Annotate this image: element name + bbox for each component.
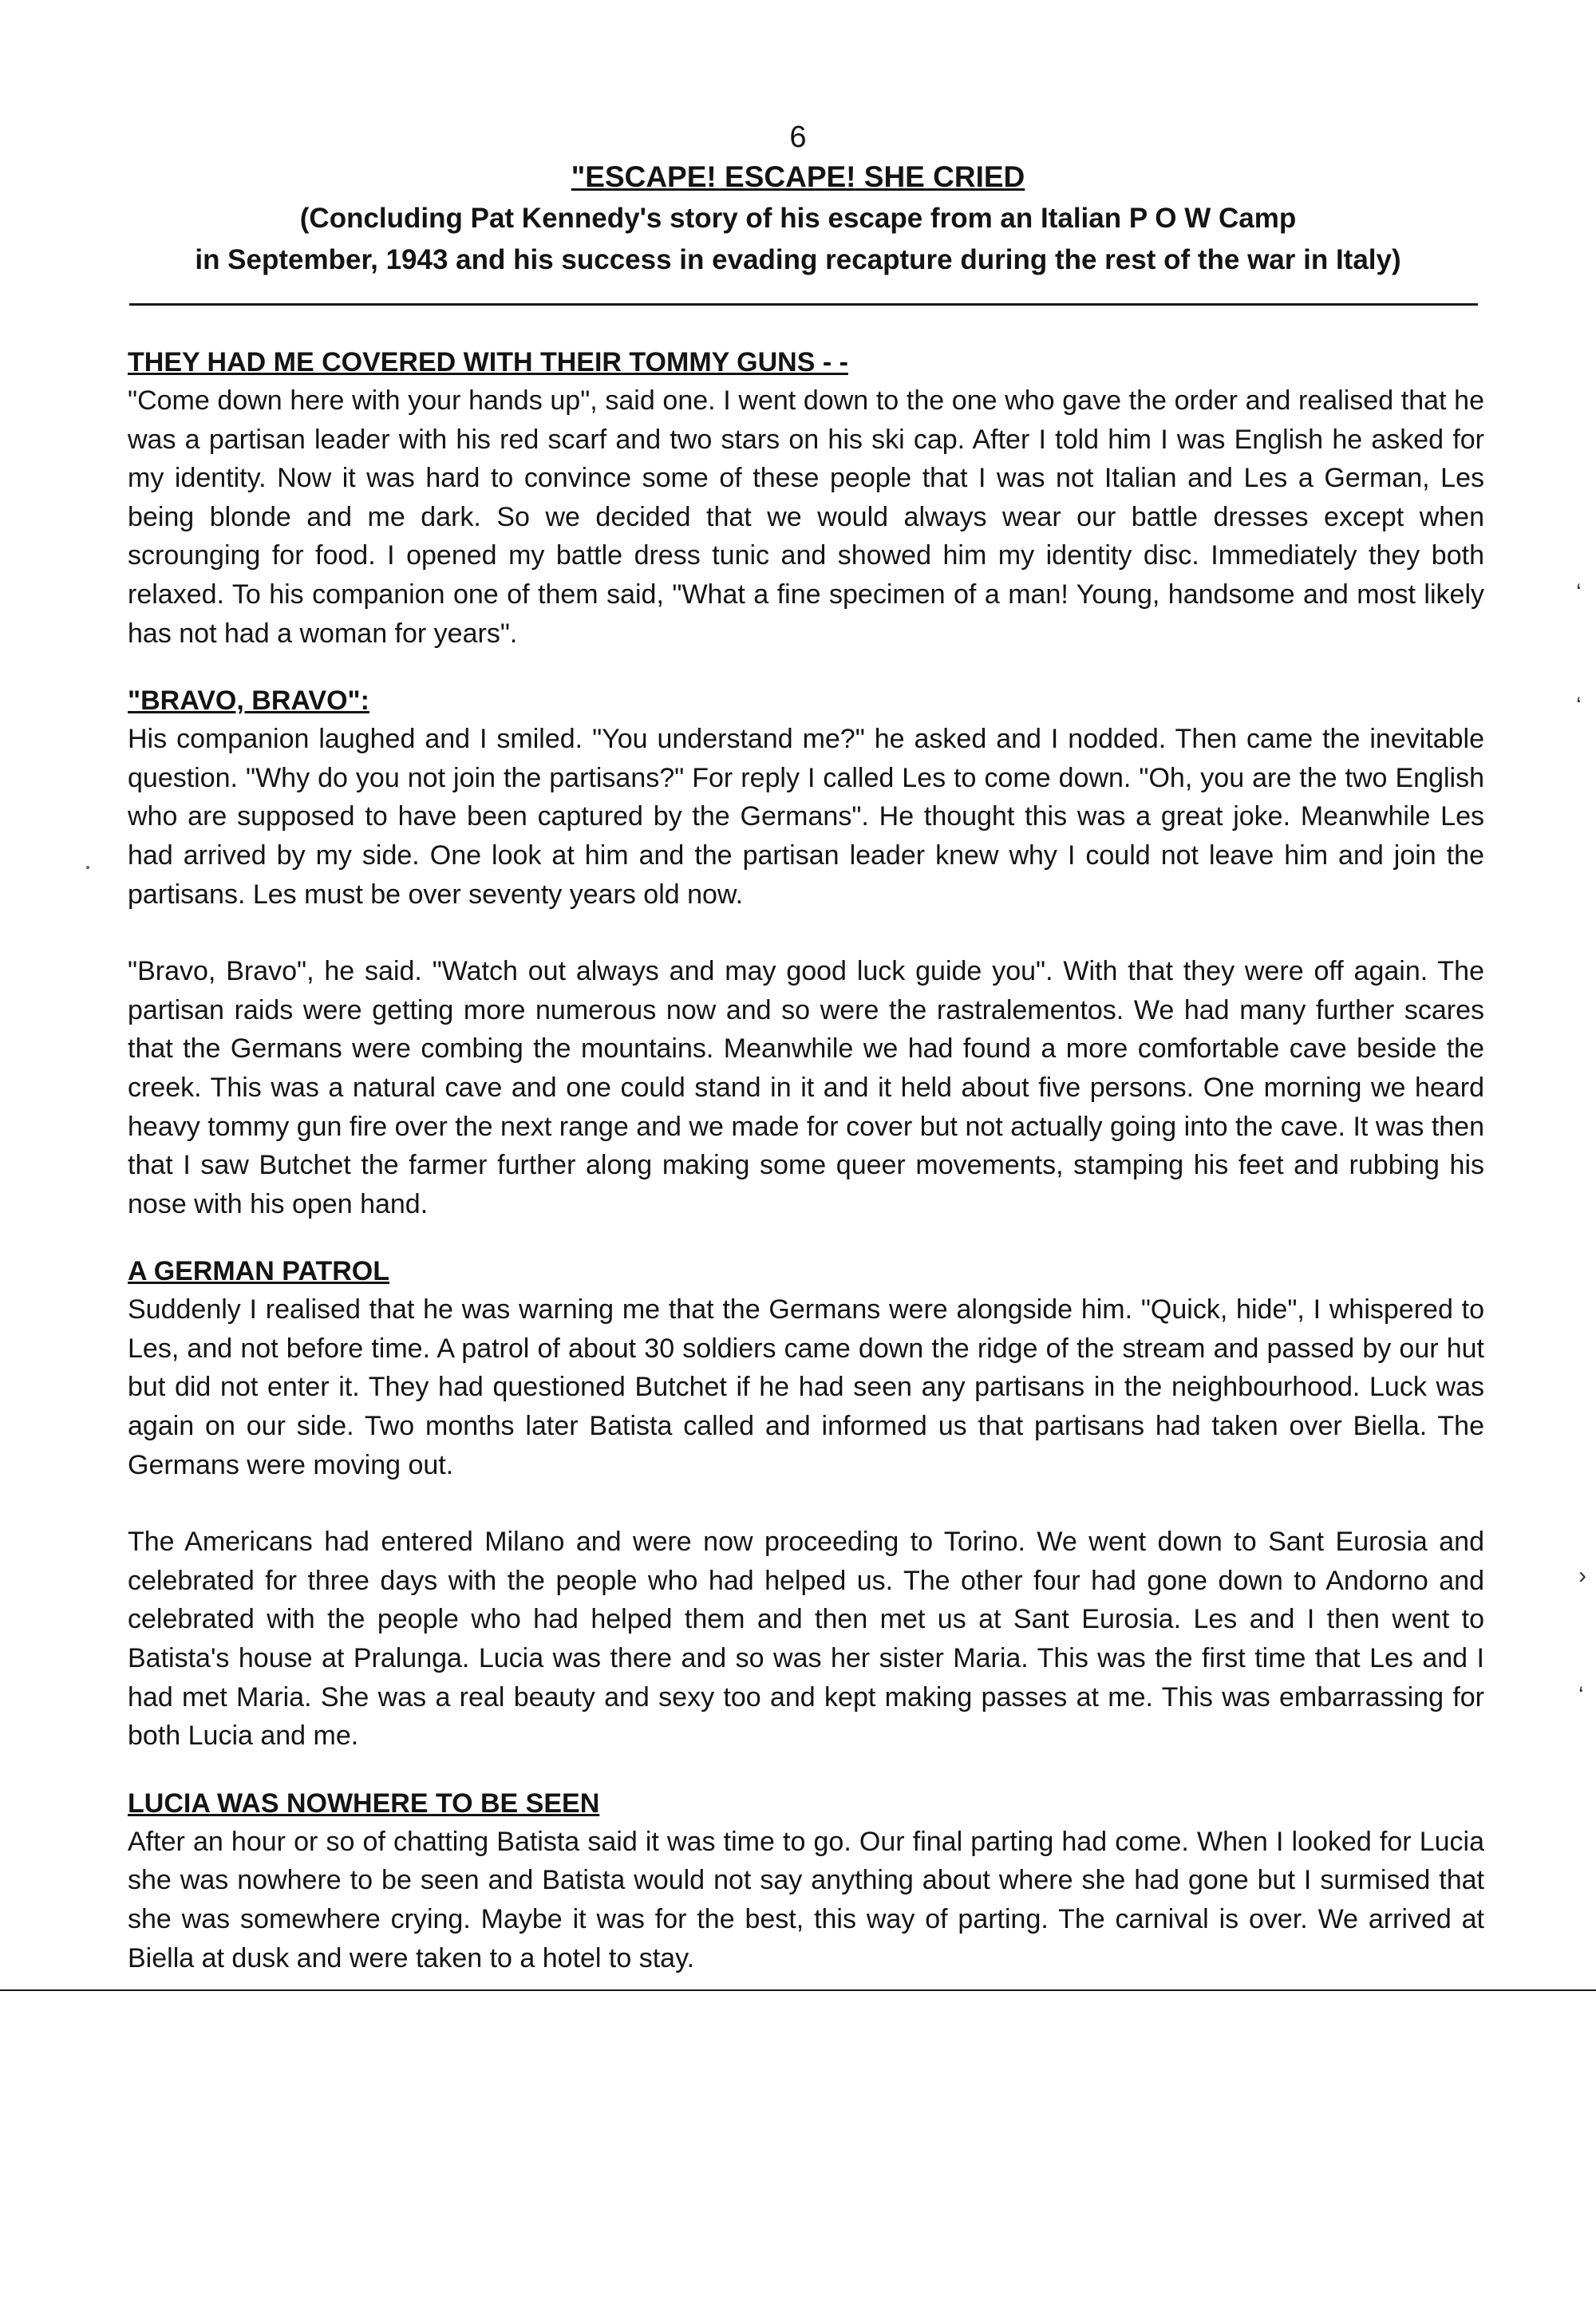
article-body — [128, 343, 1484, 1977]
margin-mark: ‘ — [1576, 693, 1582, 719]
paragraph: His companion laughed and I smiled. "You understand me?" he asked and I nodded. Then came the inevitable question. "Why do you not join the partisans?" For reply I called Les to come down. "Oh, you are the two English who are supposed to have been captured by the Germans". He thought this was a great joke. Meanwhile Les had arrived by my side. One look at him and the partisan leader knew why I could not leave him and join the partisans. Les must be over seventy years old now. — [128, 724, 1484, 910]
strike-through-line — [0, 1989, 1596, 1991]
paragraph: "Bravo, Bravo", he said. "Watch out always and may good luck guide you". With that they were off again. The partisan raids were getting more numerous now and so were the rastralementos. We had many further scares that the Germans were combing the mountains. Meanwhile we had found a more comfortable cave beside the creek. This was a natural cave and one could stand in it and it held about five persons. One morning we heard heavy tommy gun fire over the next range and we made for cover but not actually going into the cave. It was then that I saw Butchet the farmer further along making some queer movements, stamping his feet and rubbing his nose with his open hand. — [128, 956, 1484, 1219]
article-subtitle — [120, 198, 1476, 281]
margin-mark: ‘ — [1578, 1682, 1584, 1709]
section-german-patrol — [128, 1252, 1484, 1756]
section-lucia — [128, 1784, 1484, 1977]
page-number: 6 — [789, 120, 807, 154]
section-bravo — [128, 681, 1484, 1223]
title-divider — [129, 303, 1478, 306]
section-heading: THEY HAD ME COVERED WITH THEIR TOMMY GUNS - - — [128, 347, 848, 377]
section-heading: "BRAVO, BRAVO": — [128, 685, 369, 717]
margin-mark: ‘ — [1576, 579, 1582, 606]
paragraph: Suddenly I realised that he was warning me that the Germans were alongside him. "Quick, hide", I whispered to Les, and not before time. A patrol of about 30 soldiers came down the ridge of the stream and passed by our hut but did not enter it. They had questioned Butchet if he had seen any partisans in the neighbourhood. Luck was again on our side. Two months later Batista called and informed us that partisans had taken over Biella. The Germans were moving out. — [128, 1294, 1484, 1480]
scan-speck — [86, 866, 89, 869]
section-heading: A GERMAN PATROL — [128, 1256, 390, 1287]
section-tommy-guns — [128, 343, 1484, 653]
subtitle-line-1: (Concluding Pat Kennedy's story of his escape from an Italian P O W Camp — [299, 203, 1297, 234]
paragraph: The Americans had entered Milano and were now proceeding to Torino. We went down to Sant Eurosia and celebrated for three days with the people who had helped us. The other four had gone down to Andorno and celebrated with the people who had helped them and then met us at Sant Eurosia. Les and I then went to Batista's house at Pralunga. Lucia was there and so was her sister Maria. This was the first time that Les and I had met Maria. She was a real beauty and sexy too and kept making passes at me. This was embarrassing for both Lucia and me. — [128, 1527, 1484, 1752]
paragraph: After an hour or so of chatting Batista said it was time to go. Our final parting had come. When I looked for Lucia she was nowhere to be seen and Batista would not say anything about where she had gone but I surmised that she was somewhere crying. Maybe it was for the best, this way of parting. The carnival is over. We arrived at Biella at dusk and were taken to a hotel to stay. — [128, 1826, 1484, 1973]
article-title: "ESCAPE! ESCAPE! SHE CRIED — [571, 160, 1025, 193]
subtitle-line-2: in September, 1943 and his success in evading recapture during the rest of the war in Italy) — [195, 244, 1401, 275]
margin-mark: › — [1578, 1562, 1586, 1589]
section-heading: LUCIA WAS NOWHERE TO BE SEEN — [128, 1788, 600, 1819]
paragraph: "Come down here with your hands up", said one. I went down to the one who gave the order and realised that he was a partisan leader with his red scarf and two stars on his ski cap. After I told him I was English he asked for my identity. Now it was hard to convince some of these people that I was not Italian and Les a German, Les being blonde and me dark. So we decided that we would always wear our battle dresses except when scrounging for food. I opened my battle dress tunic and showed him my identity disc. Immediately they both relaxed. To his companion one of them said, "What a fine specimen of a man! Young, handsome and most likely has not had a woman for years". — [128, 385, 1484, 649]
